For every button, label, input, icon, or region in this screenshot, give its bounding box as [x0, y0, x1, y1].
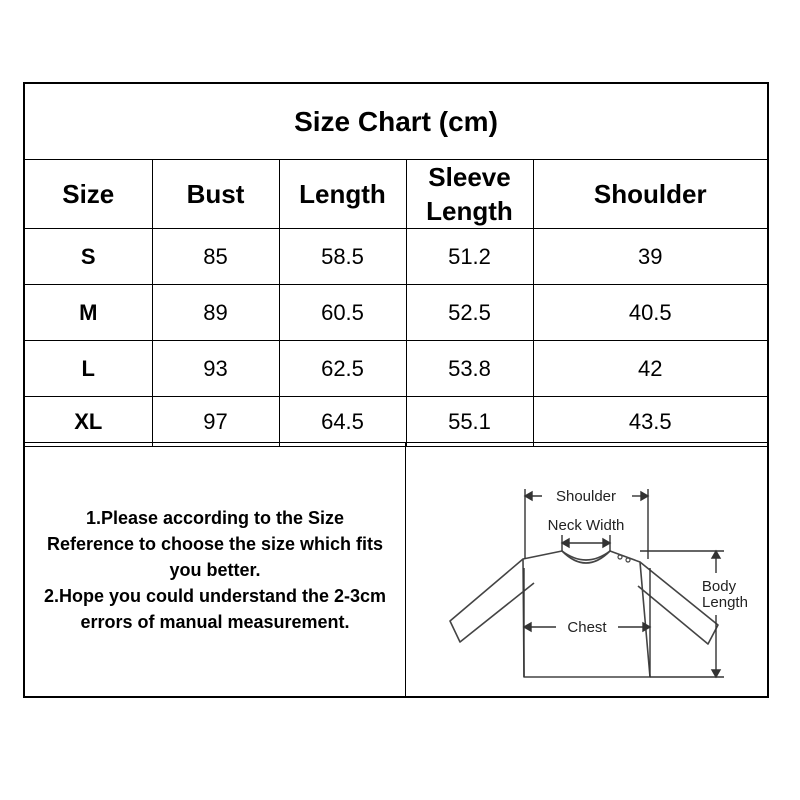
cell-shoulder: 42 [533, 341, 767, 397]
size-table [25, 160, 767, 447]
note-line: 1.Please according to the Size [85, 508, 345, 528]
note-line: errors of manual measurement. [80, 612, 350, 632]
cell-length: 60.5 [279, 285, 406, 341]
collar-dot [618, 555, 622, 559]
cell-size: S [25, 229, 152, 285]
header-size: Size [25, 160, 152, 229]
cell-bust: 97 [152, 397, 279, 447]
left-sleeve-outline [450, 559, 534, 642]
header-sleeve-line-2: Length [426, 196, 513, 226]
cell-sleeve: 51.2 [406, 229, 533, 285]
cell-shoulder: 39 [533, 229, 767, 285]
collar-outline [562, 551, 610, 563]
shirt-diagram-svg [406, 443, 767, 697]
shirt-body-outline [523, 551, 650, 677]
table-row [25, 341, 767, 397]
header-sleeve-line-1: Sleeve [428, 162, 511, 192]
header-bust: Bust [152, 160, 279, 229]
cell-shoulder: 40.5 [533, 285, 767, 341]
cell-size: M [25, 285, 152, 341]
cell-bust: 85 [152, 229, 279, 285]
note-line: Reference to choose the size which fits [46, 534, 384, 554]
size-chart [23, 82, 769, 698]
note-line: 2.Hope you could understand the 2-3cm [43, 586, 387, 606]
cell-shoulder: 43.5 [533, 397, 767, 447]
notes-panel [25, 443, 406, 697]
shoulder-label: Shoulder [555, 488, 617, 505]
collar-dot [626, 558, 630, 562]
cell-sleeve: 53.8 [406, 341, 533, 397]
header-length: Length [279, 160, 406, 229]
cell-length: 62.5 [279, 341, 406, 397]
cell-bust: 93 [152, 341, 279, 397]
table-row [25, 397, 767, 447]
neck-width-label: Neck Width [547, 517, 625, 534]
header-shoulder: Shoulder [533, 160, 767, 229]
cell-sleeve: 55.1 [406, 397, 533, 447]
cell-length: 64.5 [279, 397, 406, 447]
table-row [25, 229, 767, 285]
header-row [25, 160, 767, 229]
cell-size: L [25, 341, 152, 397]
cell-bust: 89 [152, 285, 279, 341]
bottom-section [25, 442, 767, 696]
body-length-label-line-2: Length [702, 594, 748, 611]
cell-length: 58.5 [279, 229, 406, 285]
cell-size: XL [25, 397, 152, 447]
header-sleeve-length [406, 160, 533, 229]
table-row [25, 285, 767, 341]
chest-label: Chest [567, 619, 607, 636]
chart-title: Size Chart (cm) [25, 84, 767, 160]
cell-sleeve: 52.5 [406, 285, 533, 341]
notes-text [44, 505, 386, 635]
measurement-diagram [406, 443, 767, 697]
body-length-label-line-1: Body [701, 578, 737, 595]
note-line: you better. [169, 560, 261, 580]
